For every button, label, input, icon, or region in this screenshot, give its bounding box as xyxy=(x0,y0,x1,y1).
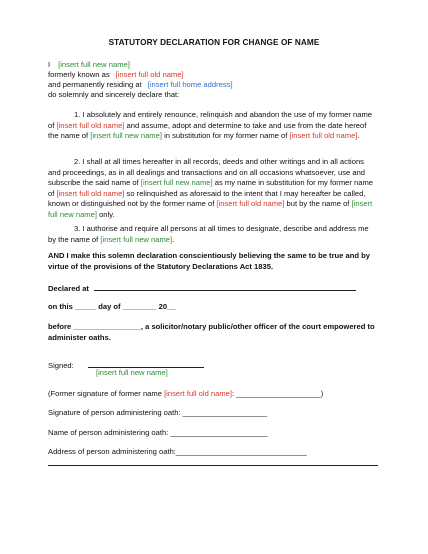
intro-line-new-name xyxy=(48,60,130,70)
former-signature-line xyxy=(48,389,323,399)
paragraph-1 xyxy=(48,110,378,142)
former-sig-text-a: (Former signature of former name xyxy=(48,389,165,398)
former-sig-text-b: : ____________________) xyxy=(232,389,324,398)
signature-blank[interactable] xyxy=(88,359,204,368)
p3-new-name: [insert full new name] xyxy=(100,234,173,244)
address-continuation-line[interactable] xyxy=(48,465,378,466)
former-sig-old-name: [insert full old name] xyxy=(164,389,233,398)
p1-new-name: [insert full new name] xyxy=(90,131,162,141)
intro-i-label: I xyxy=(48,60,51,69)
formerly-label: formerly known as xyxy=(48,70,110,79)
paragraph-2 xyxy=(48,157,378,221)
signed-new-name: [insert full new name] xyxy=(96,368,168,377)
declared-at-line xyxy=(48,282,356,294)
p2-new-name: [insert full new name] xyxy=(140,178,213,188)
p3-text-b: . xyxy=(172,234,175,244)
on-this-line: on this _____ day of ________ 20__ xyxy=(48,302,176,311)
p2-new-name-2: [insert full new name] xyxy=(48,199,373,219)
declared-at-label: Declared at xyxy=(48,284,89,293)
intro-line-formerly xyxy=(48,70,184,80)
p1-text-d: . xyxy=(357,131,360,141)
p1-old-name: [insert full old name] xyxy=(56,120,125,130)
p1-text-a: 1. I absolutely and entirely renounce, relinquish and abandon the use of my former name of xyxy=(48,110,373,130)
address-admin-line: Address of person administering oath:_______________________________ xyxy=(48,447,307,456)
placeholder-old-name: [insert full old name] xyxy=(115,70,184,79)
p2-text-e: only. xyxy=(96,209,115,219)
signature-admin-line: Signature of person administering oath: ____________________ xyxy=(48,408,268,417)
p2-text-d: but by the name of xyxy=(284,199,352,209)
p2-text-c: so relinquished as aforesaid to the intent that I may hereafter be called, known or distinguished not by the former name of xyxy=(48,188,366,209)
p3-text-a: 3. I authorise and require all persons at all times to designate, describe and address me by the name of xyxy=(48,224,369,244)
p1-text-b: and assume, adopt and determine to take and use from the date hereof the name of xyxy=(48,120,367,141)
placeholder-address: [insert full home address] xyxy=(147,80,233,89)
p2-old-name: [insert full old name] xyxy=(56,188,125,198)
placeholder-new-name: [insert full new name] xyxy=(58,60,130,69)
residing-label: and permanently residing at xyxy=(48,80,142,89)
declared-at-blank[interactable] xyxy=(94,282,356,291)
document-title: STATUTORY DECLARATION FOR CHANGE OF NAME xyxy=(108,38,320,47)
paragraph-3 xyxy=(48,224,378,245)
before-line: before ________________, a solicitor/notary public/other officer of the court empowered to administer oaths. xyxy=(48,322,375,342)
declare-line: do solemnly and sincerely declare that: xyxy=(48,90,180,99)
p1-old-name-2: [insert full old name] xyxy=(289,131,358,141)
p2-old-name-2: [insert full old name] xyxy=(216,199,285,209)
p1-text-c: in substitution for my former name of xyxy=(161,131,290,141)
signed-label: Signed: xyxy=(48,361,74,370)
p2-text-b: as my name in substitution for my former name of xyxy=(48,178,374,198)
solemn-declaration: AND I make this solemn declaration conscientiously believing the same to be true and by virtue of the provisions of the Statutory Declarations Act 1835. xyxy=(48,251,370,271)
intro-line-residing xyxy=(48,80,233,90)
name-admin-line: Name of person administering oath: _______________________ xyxy=(48,428,268,437)
p2-text-a: 2. I shall at all times hereafter in all records, deeds and other writings and in all actions and proceedings, as in all dealings and transactions and on all occasions whatsoever, use and subscribe the said name of xyxy=(48,157,366,188)
